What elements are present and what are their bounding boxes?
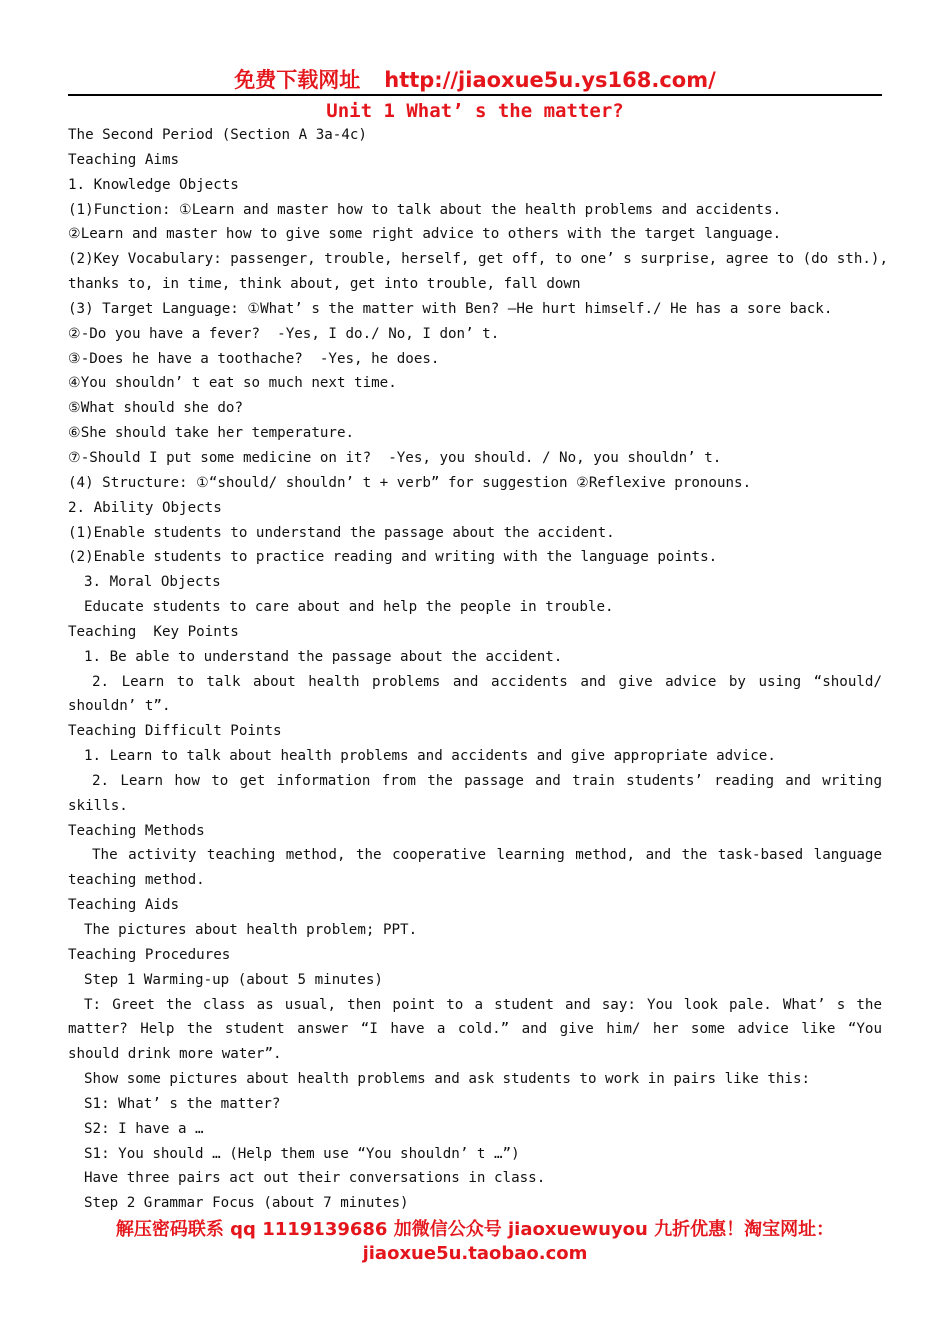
subsection-heading: 2. Ability Objects — [68, 499, 222, 516]
header-download-label: 免费下载网址 — [234, 68, 361, 92]
text-line: should drink more water”. — [68, 1046, 282, 1063]
document-title: Unit 1 What’ s the matter? — [326, 100, 624, 122]
text-line: skills. — [68, 797, 128, 814]
footer-contact-line: 解压密码联系 qq 1119139686 加微信公众号 jiaoxuewuyou 九折优惠！淘宝网址： — [115, 1219, 835, 1240]
text-line: (4) Structure: ①“should/ shouldn’ t + verb” for suggestion ②Reflexive pronouns. — [68, 474, 752, 491]
text-line: 1. Learn to talk about health problems and accidents and give appropriate advice. — [84, 748, 776, 765]
text-line: 1. Be able to understand the passage about the accident. — [84, 648, 563, 665]
dialogue-line: S1: You should … (Help them use “You shouldn’ t …”) — [84, 1145, 520, 1162]
step-heading: Step 1 Warming-up (about 5 minutes) — [84, 971, 383, 988]
subsection-heading: 3. Moral Objects — [84, 574, 221, 591]
page-header — [68, 66, 882, 94]
text-line: T: Greet the class as usual, then point to a student and say: You look pale. What’ s the — [84, 996, 882, 1013]
text-line: ②-Do you have a fever? -Yes, I do./ No, I don’ t. — [68, 325, 500, 342]
subsection-heading: 1. Knowledge Objects — [68, 176, 239, 193]
section-heading: Teaching Methods — [68, 822, 205, 839]
section-heading: Teaching Aids — [68, 897, 180, 914]
step-heading: Step 2 Grammar Focus (about 7 minutes) — [84, 1195, 409, 1212]
text-line: (1)Enable students to understand the passage about the accident. — [68, 524, 615, 541]
text-line: (3) Target Language: ①What’ s the matter with Ben? –He hurt himself./ He has a sore back. — [68, 300, 833, 317]
text-line: matter? Help the student answer “I have a cold.” and give him/ her some advice like “You — [68, 1021, 882, 1038]
text-line: ⑤What should she do? — [68, 400, 244, 417]
text-line: teaching method. — [68, 872, 205, 889]
footer-shop-link[interactable]: jiaoxue5u.taobao.com — [362, 1243, 588, 1264]
text-line: ④You shouldn’ t eat so much next time. — [68, 375, 397, 392]
text-line: 2. Learn how to get information from the passage and train students’ reading and writing — [92, 772, 882, 789]
text-line: Educate students to care about and help the people in trouble. — [84, 599, 614, 616]
section-heading: Teaching Procedures — [68, 946, 231, 963]
text-line: (1)Function: ①Learn and master how to talk about the health problems and accidents. — [68, 201, 782, 218]
text-line: (2)Enable students to practice reading and writing with the language points. — [68, 549, 718, 566]
header-url-link[interactable]: http://jiaoxue5u.ys168.com/ — [384, 68, 716, 92]
dialogue-line: S2: I have a … — [84, 1120, 204, 1137]
section-heading: Teaching Aims — [68, 151, 180, 168]
text-line: Show some pictures about health problems and ask students to work in pairs like this: — [84, 1071, 811, 1088]
text-line: The activity teaching method, the cooperative learning method, and the task-based language — [92, 847, 882, 864]
text-line: ⑦-Should I put some medicine on it? -Yes, you should. / No, you shouldn’ t. — [68, 449, 722, 466]
page-footer — [40, 1218, 910, 1266]
text-line: The Second Period (Section A 3a-4c) — [68, 127, 367, 143]
section-heading: Teaching Difficult Points — [68, 723, 282, 740]
text-line: thanks to, in time, think about, get into trouble, fall down — [68, 276, 581, 293]
text-line: ⑥She should take her temperature. — [68, 425, 355, 442]
dialogue-line: S1: What’ s the matter? — [84, 1095, 281, 1112]
text-line: 2. Learn to talk about health problems and accidents and give advice by using “should/ — [92, 673, 882, 690]
text-line: Have three pairs act out their conversations in class. — [84, 1170, 546, 1187]
text-line: The pictures about health problem; PPT. — [84, 922, 418, 938]
text-line: shouldn’ t”. — [68, 698, 171, 715]
text-line: (2)Key Vocabulary: passenger, trouble, herself, get off, to one’ s surprise, agree to (do sth.), — [68, 251, 888, 268]
header-divider — [68, 94, 882, 96]
text-line: ③-Does he have a toothache? -Yes, he does. — [68, 350, 440, 367]
section-heading: Teaching Key Points — [68, 623, 239, 640]
text-line: ②Learn and master how to give some right advice to others with the target language. — [68, 226, 782, 243]
document-body — [68, 123, 888, 1216]
